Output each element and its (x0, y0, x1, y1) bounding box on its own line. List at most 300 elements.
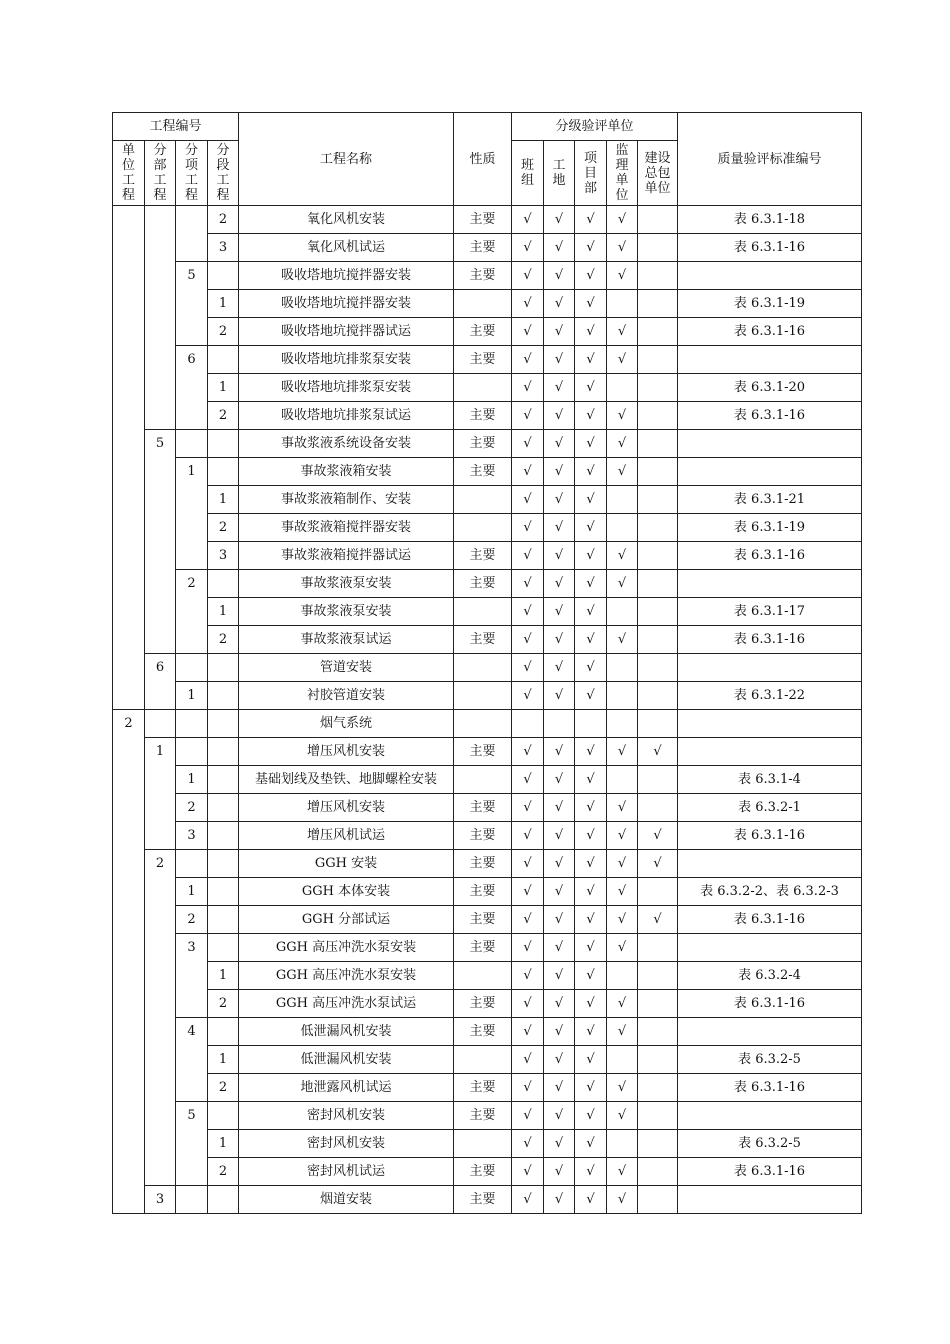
unit-no (113, 822, 145, 850)
standard-no-cell (678, 262, 862, 290)
standard-no-cell: 表 6.3.1-16 (678, 402, 862, 430)
supervision-check: √ (607, 822, 638, 850)
section-no (208, 1018, 239, 1046)
contractor-check (638, 1074, 678, 1102)
project-dept-check: √ (575, 514, 607, 542)
contractor-check (638, 878, 678, 906)
section-no (208, 682, 239, 710)
project-name-cell: 密封风机安装 (239, 1130, 454, 1158)
standard-no-cell: 表 6.3.1-16 (678, 906, 862, 934)
division-no (145, 206, 176, 234)
standard-no-cell (678, 654, 862, 682)
project-name-cell: 增压风机试运 (239, 822, 454, 850)
project-dept-check (575, 710, 607, 738)
nature-cell: 主要 (454, 1018, 512, 1046)
supervision-check: √ (607, 458, 638, 486)
project-name-cell: 地泄露风机试运 (239, 1074, 454, 1102)
standard-no-cell: 表 6.3.2-2、表 6.3.2-3 (678, 878, 862, 906)
unit-no (113, 1102, 145, 1130)
team-check: √ (512, 290, 544, 318)
division-no (145, 626, 176, 654)
project-dept-check: √ (575, 1018, 607, 1046)
team-check: √ (512, 206, 544, 234)
item-no (176, 990, 208, 1018)
table-row (113, 234, 862, 262)
contractor-check (638, 262, 678, 290)
nature-cell: 主要 (454, 262, 512, 290)
team-check: √ (512, 738, 544, 766)
nature-cell (454, 598, 512, 626)
supervision-check: √ (607, 878, 638, 906)
unit-no (113, 1158, 145, 1186)
site-check: √ (544, 822, 575, 850)
division-no (145, 234, 176, 262)
team-check: √ (512, 682, 544, 710)
project-name-cell: 吸收塔地坑排浆泵安装 (239, 346, 454, 374)
nature-cell: 主要 (454, 542, 512, 570)
project-dept-check: √ (575, 1102, 607, 1130)
item-no (176, 626, 208, 654)
unit-no (113, 1018, 145, 1046)
table-row (113, 430, 862, 458)
table-row (113, 1158, 862, 1186)
supervision-check (607, 486, 638, 514)
site-check: √ (544, 738, 575, 766)
supervision-check: √ (607, 430, 638, 458)
item-no (176, 542, 208, 570)
team-check: √ (512, 962, 544, 990)
nature-cell (454, 486, 512, 514)
standard-no-header: 质量验评标准编号 (678, 113, 862, 206)
site-check: √ (544, 1130, 575, 1158)
item-no (176, 402, 208, 430)
project-name-cell: 氧化风机试运 (239, 234, 454, 262)
section-no (208, 822, 239, 850)
contractor-check (638, 374, 678, 402)
site-check: √ (544, 542, 575, 570)
project-name-cell: 事故浆液箱搅拌器试运 (239, 542, 454, 570)
table-row (113, 906, 862, 934)
unit-no (113, 374, 145, 402)
nature-cell: 主要 (454, 1102, 512, 1130)
supervision-check: √ (607, 1102, 638, 1130)
nature-cell: 主要 (454, 626, 512, 654)
site-check: √ (544, 514, 575, 542)
supervision-check (607, 710, 638, 738)
table-row (113, 1074, 862, 1102)
project-name-cell: 低泄漏风机安装 (239, 1046, 454, 1074)
project-dept-check: √ (575, 934, 607, 962)
table-row (113, 346, 862, 374)
unit-no (113, 794, 145, 822)
contractor-check (638, 206, 678, 234)
nature-cell (454, 1046, 512, 1074)
section-project-header: 分 段 工 程 (208, 141, 239, 206)
section-no: 3 (208, 234, 239, 262)
unit-no (113, 598, 145, 626)
supervision-check: √ (607, 346, 638, 374)
standard-no-cell: 表 6.3.1-19 (678, 514, 862, 542)
division-no (145, 346, 176, 374)
standard-no-cell (678, 570, 862, 598)
item-no (176, 514, 208, 542)
table-row (113, 318, 862, 346)
site-check: √ (544, 962, 575, 990)
contractor-check (638, 1186, 678, 1214)
contractor-check (638, 794, 678, 822)
unit-no (113, 542, 145, 570)
section-no (208, 654, 239, 682)
division-no (145, 794, 176, 822)
project-dept-check: √ (575, 682, 607, 710)
division-no (145, 766, 176, 794)
section-no (208, 346, 239, 374)
division-no (145, 486, 176, 514)
supervision-check: √ (607, 934, 638, 962)
project-name-cell: 增压风机安装 (239, 794, 454, 822)
item-no: 1 (176, 682, 208, 710)
project-dept-check: √ (575, 906, 607, 934)
project-dept-check: √ (575, 430, 607, 458)
project-name-cell: 事故浆液泵试运 (239, 626, 454, 654)
table-row (113, 542, 862, 570)
project-dept-check: √ (575, 1186, 607, 1214)
project-dept-check: √ (575, 962, 607, 990)
supervision-check: √ (607, 1074, 638, 1102)
item-no (176, 486, 208, 514)
table-row (113, 710, 862, 738)
standard-no-cell: 表 6.3.1-16 (678, 1158, 862, 1186)
contractor-check (638, 1046, 678, 1074)
project-name-cell: 吸收塔地坑搅拌器试运 (239, 318, 454, 346)
site-check: √ (544, 290, 575, 318)
team-check: √ (512, 430, 544, 458)
project-dept-check: √ (575, 822, 607, 850)
table-row (113, 514, 862, 542)
contractor-check: √ (638, 850, 678, 878)
standard-no-cell (678, 850, 862, 878)
unit-no (113, 962, 145, 990)
division-no (145, 990, 176, 1018)
division-no (145, 1102, 176, 1130)
project-dept-check: √ (575, 486, 607, 514)
nature-cell (454, 710, 512, 738)
project-name-cell: 事故浆液箱制作、安装 (239, 486, 454, 514)
item-no: 3 (176, 822, 208, 850)
project-name-cell: 氧化风机安装 (239, 206, 454, 234)
contractor-check (638, 458, 678, 486)
contractor-check (638, 1102, 678, 1130)
nature-cell: 主要 (454, 430, 512, 458)
team-check: √ (512, 766, 544, 794)
team-check: √ (512, 626, 544, 654)
supervision-check: √ (607, 906, 638, 934)
team-check: √ (512, 262, 544, 290)
project-dept-check: √ (575, 318, 607, 346)
supervision-check (607, 598, 638, 626)
project-dept-check: √ (575, 1046, 607, 1074)
section-no: 2 (208, 206, 239, 234)
contractor-check (638, 598, 678, 626)
supervision-check (607, 962, 638, 990)
nature-cell: 主要 (454, 1074, 512, 1102)
team-check: √ (512, 1018, 544, 1046)
standard-no-cell (678, 346, 862, 374)
item-project-header: 分 项 工 程 (176, 141, 208, 206)
site-check: √ (544, 626, 575, 654)
nature-cell: 主要 (454, 878, 512, 906)
unit-no (113, 626, 145, 654)
section-no (208, 850, 239, 878)
site-check: √ (544, 906, 575, 934)
nature-cell: 主要 (454, 1186, 512, 1214)
project-dept-check: √ (575, 1130, 607, 1158)
project-name-cell: 烟气系统 (239, 710, 454, 738)
project-name-cell: 基础划线及垫铁、地脚螺栓安装 (239, 766, 454, 794)
project-name-cell: 烟道安装 (239, 1186, 454, 1214)
unit-no (113, 766, 145, 794)
contractor-check (638, 654, 678, 682)
team-check: √ (512, 318, 544, 346)
supervision-check: √ (607, 738, 638, 766)
unit-no (113, 878, 145, 906)
division-no (145, 682, 176, 710)
project-dept-check: √ (575, 850, 607, 878)
contractor-check (638, 990, 678, 1018)
supervision-check: √ (607, 1186, 638, 1214)
nature-cell: 主要 (454, 822, 512, 850)
nature-cell: 主要 (454, 234, 512, 262)
nature-cell: 主要 (454, 1158, 512, 1186)
site-check: √ (544, 1074, 575, 1102)
team-check: √ (512, 346, 544, 374)
project-dept-check: √ (575, 878, 607, 906)
supervision-check: √ (607, 542, 638, 570)
division-no (145, 598, 176, 626)
section-no (208, 1186, 239, 1214)
nature-cell (454, 290, 512, 318)
standard-no-cell: 表 6.3.2-5 (678, 1046, 862, 1074)
site-check: √ (544, 1018, 575, 1046)
item-no (176, 318, 208, 346)
project-name-cell: 衬胶管道安装 (239, 682, 454, 710)
table-row (113, 1186, 862, 1214)
team-check: √ (512, 990, 544, 1018)
project-name-cell: GGH 高压冲洗水泵试运 (239, 990, 454, 1018)
team-check: √ (512, 822, 544, 850)
section-no: 2 (208, 1158, 239, 1186)
section-no (208, 458, 239, 486)
site-check: √ (544, 234, 575, 262)
team-check: √ (512, 934, 544, 962)
unit-no (113, 570, 145, 598)
site-check: √ (544, 318, 575, 346)
unit-no (113, 514, 145, 542)
contractor-check (638, 1158, 678, 1186)
standard-no-cell: 表 6.3.1-16 (678, 822, 862, 850)
supervision-check: √ (607, 262, 638, 290)
project-dept-check: √ (575, 346, 607, 374)
nature-cell (454, 654, 512, 682)
site-check: √ (544, 794, 575, 822)
site-check: √ (544, 262, 575, 290)
team-check: √ (512, 542, 544, 570)
item-no (176, 654, 208, 682)
site-check: √ (544, 570, 575, 598)
project-dept-check: √ (575, 990, 607, 1018)
site-check: √ (544, 598, 575, 626)
item-no (176, 206, 208, 234)
section-no: 2 (208, 990, 239, 1018)
section-no: 3 (208, 542, 239, 570)
section-no: 1 (208, 486, 239, 514)
project-name-header: 工程名称 (239, 113, 454, 206)
team-check: √ (512, 794, 544, 822)
division-no: 1 (145, 738, 176, 766)
site-check: √ (544, 654, 575, 682)
site-check: √ (544, 458, 575, 486)
item-no: 3 (176, 934, 208, 962)
project-name-cell: 管道安装 (239, 654, 454, 682)
nature-cell: 主要 (454, 934, 512, 962)
section-no (208, 1102, 239, 1130)
site-check: √ (544, 346, 575, 374)
supervision-check (607, 374, 638, 402)
supervision-check: √ (607, 850, 638, 878)
contractor-check (638, 934, 678, 962)
project-name-cell: 吸收塔地坑搅拌器安装 (239, 290, 454, 318)
unit-no (113, 1046, 145, 1074)
supervision-check: √ (607, 318, 638, 346)
division-no (145, 934, 176, 962)
item-no (176, 374, 208, 402)
unit-no (113, 206, 145, 234)
division-no: 6 (145, 654, 176, 682)
project-dept-check: √ (575, 1158, 607, 1186)
table-row (113, 626, 862, 654)
section-no (208, 710, 239, 738)
project-dept-check: √ (575, 374, 607, 402)
section-no (208, 878, 239, 906)
contractor-check: √ (638, 738, 678, 766)
contractor-check (638, 710, 678, 738)
site-check: √ (544, 206, 575, 234)
project-dept-check: √ (575, 738, 607, 766)
project-dept-check: √ (575, 262, 607, 290)
division-no (145, 1046, 176, 1074)
item-no (176, 290, 208, 318)
supervision-check: √ (607, 794, 638, 822)
nature-cell (454, 962, 512, 990)
nature-cell: 主要 (454, 318, 512, 346)
unit-no (113, 262, 145, 290)
project-name-cell: 吸收塔地坑排浆泵试运 (239, 402, 454, 430)
unit-no (113, 318, 145, 346)
table-row (113, 1102, 862, 1130)
team-check: √ (512, 402, 544, 430)
site-check: √ (544, 486, 575, 514)
table-body (113, 206, 862, 1214)
section-no: 2 (208, 626, 239, 654)
unit-no (113, 990, 145, 1018)
project-name-cell: 事故浆液箱搅拌器安装 (239, 514, 454, 542)
supervision-check: √ (607, 626, 638, 654)
table-row (113, 374, 862, 402)
project-dept-check: √ (575, 570, 607, 598)
table-row (113, 402, 862, 430)
site-header: 工 地 (544, 141, 575, 206)
nature-cell (454, 1130, 512, 1158)
project-name-cell: 增压风机安装 (239, 738, 454, 766)
contractor-check (638, 318, 678, 346)
division-no (145, 1130, 176, 1158)
section-no: 1 (208, 1046, 239, 1074)
project-dept-check: √ (575, 598, 607, 626)
unit-no (113, 738, 145, 766)
table-row (113, 850, 862, 878)
section-no: 2 (208, 514, 239, 542)
project-name-cell: GGH 高压冲洗水泵安装 (239, 962, 454, 990)
standard-no-cell (678, 458, 862, 486)
supervision-check: √ (607, 570, 638, 598)
supervision-check: √ (607, 234, 638, 262)
table-row (113, 206, 862, 234)
project-name-cell: 事故浆液系统设备安装 (239, 430, 454, 458)
section-no (208, 430, 239, 458)
evaluation-units-header: 分级验评单位 (512, 113, 678, 141)
section-no: 1 (208, 290, 239, 318)
standard-no-cell (678, 1186, 862, 1214)
contractor-check (638, 1130, 678, 1158)
unit-no (113, 1186, 145, 1214)
division-no: 3 (145, 1186, 176, 1214)
supervision-header: 监 理 单 位 (607, 141, 638, 206)
standard-no-cell: 表 6.3.1-19 (678, 290, 862, 318)
item-no (176, 430, 208, 458)
standard-no-cell (678, 934, 862, 962)
team-check: √ (512, 1046, 544, 1074)
division-no (145, 1074, 176, 1102)
project-name-cell: 低泄漏风机安装 (239, 1018, 454, 1046)
item-no: 2 (176, 906, 208, 934)
table-row (113, 962, 862, 990)
section-no (208, 766, 239, 794)
division-no (145, 710, 176, 738)
division-no (145, 878, 176, 906)
contractor-check (638, 346, 678, 374)
team-check: √ (512, 234, 544, 262)
site-check: √ (544, 402, 575, 430)
table-row (113, 262, 862, 290)
contractor-check (638, 402, 678, 430)
contractor-check (638, 962, 678, 990)
project-code-header: 工程编号 (113, 113, 239, 141)
unit-no (113, 346, 145, 374)
supervision-check (607, 766, 638, 794)
division-no (145, 262, 176, 290)
division-no (145, 514, 176, 542)
table-row (113, 934, 862, 962)
contractor-check: √ (638, 822, 678, 850)
table-row (113, 458, 862, 486)
unit-no (113, 682, 145, 710)
supervision-check (607, 290, 638, 318)
division-no: 5 (145, 430, 176, 458)
team-check: √ (512, 1186, 544, 1214)
item-no (176, 1186, 208, 1214)
project-name-cell: 事故浆液箱安装 (239, 458, 454, 486)
standard-no-cell: 表 6.3.1-16 (678, 318, 862, 346)
